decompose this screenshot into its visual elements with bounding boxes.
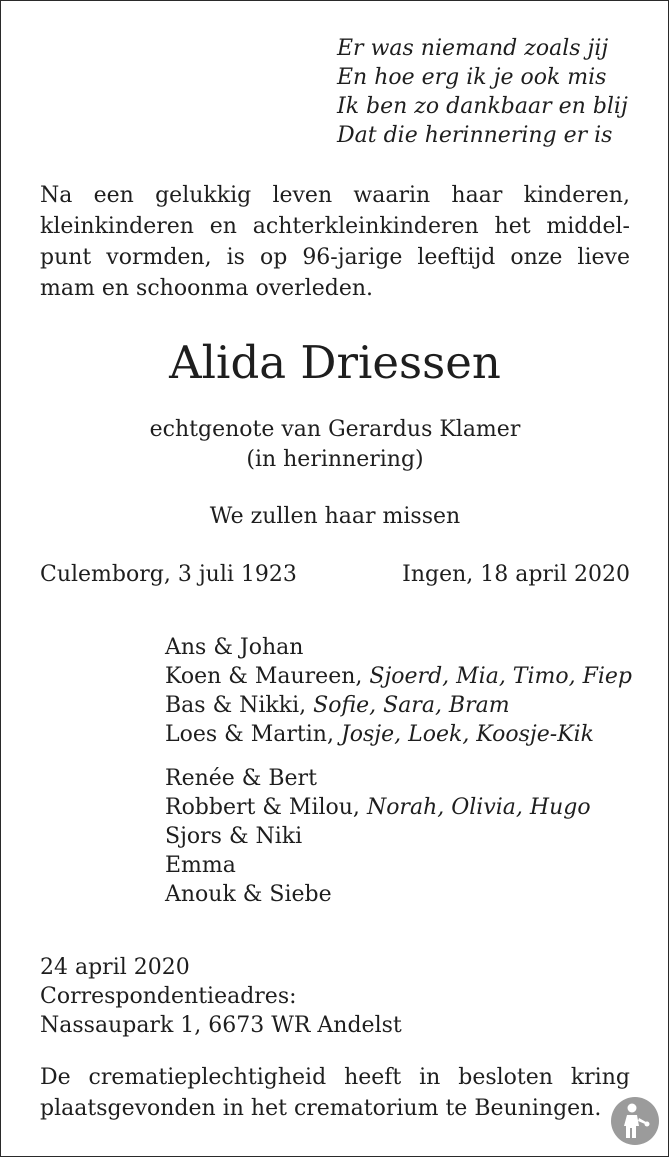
word: een (93, 183, 134, 208)
family-row (165, 633, 632, 662)
family-group-2 (165, 764, 591, 909)
word: op (259, 245, 288, 270)
word: kleinkinderen (40, 214, 194, 239)
life-dates (40, 560, 630, 590)
poem-line: Er was niemand zoals jij (337, 36, 609, 61)
word: leven (272, 183, 333, 208)
word: kring (570, 1065, 630, 1090)
memorial-figure-icon (610, 1096, 660, 1146)
poem-line: En hoe erg ik je ook mis (337, 65, 607, 90)
word: plaatsgevonden (40, 1096, 216, 1121)
deceased-name: Alida Driessen (169, 336, 501, 389)
intro-line-3 (40, 242, 630, 273)
word: in (419, 1065, 441, 1090)
word: en (209, 214, 237, 239)
death-date: Ingen, 18 april 2020 (402, 562, 630, 587)
word: leeftijd (417, 245, 496, 270)
farewell-line: We zullen haar missen (209, 504, 461, 529)
address-label: Correspondentieadres: (40, 984, 297, 1009)
word: waarin (353, 183, 431, 208)
birth-date: Culemborg, 3 juli 1923 (40, 562, 297, 587)
word: punt (40, 245, 92, 270)
family-row (165, 851, 591, 880)
family-group-1 (165, 633, 632, 749)
word: achterkleinkinderen (252, 214, 479, 239)
cremation-notice (40, 1062, 630, 1124)
word: vormden, (106, 245, 212, 270)
intro-line-1 (40, 180, 630, 211)
couple-names: Loes & Martin, (165, 722, 334, 747)
word: middel- (546, 214, 630, 239)
couple-names: Robbert & Milou, (165, 795, 360, 820)
family-row (165, 691, 632, 720)
word: besloten (458, 1065, 553, 1090)
family-row (165, 822, 591, 851)
couple-names: Sjors & Niki (165, 824, 303, 849)
closing-block (40, 953, 402, 1040)
word: mam (40, 276, 95, 301)
word: te (445, 1096, 468, 1121)
couple-names: Ans & Johan (165, 635, 304, 660)
couple-names: Renée & Bert (165, 766, 317, 791)
word: het (250, 1096, 287, 1121)
children-names: Sjoerd, Mia, Timo, Fiep (369, 664, 633, 689)
children-names: Norah, Olivia, Hugo (366, 795, 591, 820)
couple-names: Bas & Nikki, (165, 693, 307, 718)
memorial-figure-svg (610, 1096, 660, 1146)
children-names: Sofie, Sara, Bram (313, 693, 510, 718)
family-row (165, 764, 591, 793)
poem-line: Dat die herinnering er is (337, 123, 613, 148)
word: is (226, 245, 245, 270)
word: gelukkig (155, 183, 252, 208)
word: haar (451, 183, 503, 208)
intro-line-4 (40, 273, 630, 304)
family-row (165, 880, 591, 909)
family-row (165, 662, 632, 691)
spouse-note: (in herinnering) (246, 447, 424, 472)
cremation-line-1 (40, 1062, 630, 1093)
word: heeft (344, 1065, 402, 1090)
family-row (165, 793, 591, 822)
word: in (222, 1096, 244, 1121)
word: overleden. (255, 276, 373, 301)
word: onze (510, 245, 563, 270)
poem (337, 34, 628, 150)
word: schoonma (136, 276, 249, 301)
children-names: Josje, Loek, Koosje-Kik (340, 722, 595, 747)
intro-paragraph (40, 180, 630, 304)
correspondence-address: Nassaupark 1, 6673 WR Andelst (40, 1013, 402, 1038)
word: en (101, 276, 130, 301)
poem-line: Ik ben zo dankbaar en blij (337, 94, 628, 119)
word: crematorium (293, 1096, 439, 1121)
spouse-info (40, 415, 630, 475)
cremation-line-2 (40, 1093, 630, 1124)
word: kinderen, (523, 183, 630, 208)
publication-date: 24 april 2020 (40, 955, 190, 980)
word: lieve (577, 245, 630, 270)
word: De (40, 1065, 71, 1090)
intro-line-2 (40, 211, 630, 242)
word: crematieplechtigheid (88, 1065, 327, 1090)
word: Beuningen. (474, 1096, 602, 1121)
word: 96-jarige (302, 245, 403, 270)
couple-names: Anouk & Siebe (165, 882, 332, 907)
word: Na (40, 183, 73, 208)
word: het (494, 214, 531, 239)
spouse-line: echtgenote van Gerardus Klamer (149, 417, 521, 442)
couple-names: Emma (165, 853, 236, 878)
family-row (165, 720, 632, 749)
couple-names: Koen & Maureen, (165, 664, 363, 689)
